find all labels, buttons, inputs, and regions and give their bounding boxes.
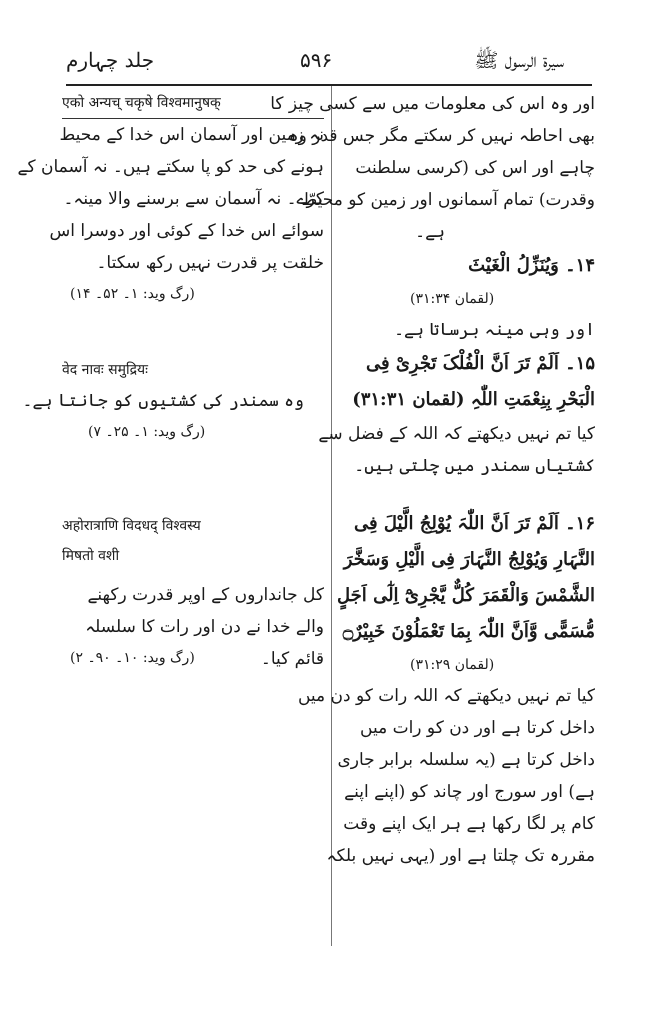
text-line: ہے۔ bbox=[415, 222, 445, 242]
text-line: والے خدا نے دن اور رات کا سلسلہ bbox=[85, 617, 324, 637]
verse-reference: (لقمان ۳۱:۲۹) bbox=[410, 657, 495, 673]
text-line: داخل کرتا ہے (یہ سلسلہ برابر جاری bbox=[337, 750, 595, 770]
text-line: کیا تم نہیں دیکھتے کہ اللہ رات کو دن میں bbox=[297, 686, 595, 706]
page-number: ۵۹۶ bbox=[300, 48, 333, 72]
running-head-volume: جلد چہارم bbox=[66, 48, 155, 72]
sanskrit-verse: एको अन्यच् चकृषे विश्वमानुषक् bbox=[62, 88, 324, 119]
running-head-book-title: سیرۃ الرسول ﷺ bbox=[474, 48, 564, 72]
text-line: کرّے۔ نہ آسمان سے برسنے والا مینہ۔ bbox=[63, 189, 324, 209]
verse-16: ۱۶۔ اَلَمْ تَرَ اَنَّ اللّٰہَ یُوْلِجُ الَّیْلَ فِی bbox=[354, 513, 595, 534]
rigveda-reference: (رگ وید: ۱۰۔ ۹۰۔ ۲) bbox=[70, 650, 195, 666]
text-line: اور وہ اس کی معلومات میں سے کسی چیز کا bbox=[270, 94, 595, 114]
text-line: مقررہ تک چلتا ہے اور (یہی نہیں بلکہ bbox=[326, 846, 595, 866]
verse-16-cont: النَّہَارِ وَیُوْلِجُ النَّہَارَ فِی الَّیْلِ وَسَخَّرَ bbox=[343, 549, 595, 570]
rigveda-reference: (رگ وید: ۱۔ ۵۲۔ ۱۴) bbox=[70, 286, 195, 302]
text-line: کل جانداروں کے اوپر قدرت رکھنے bbox=[87, 585, 324, 605]
sanskrit-verse: वेद नावः समुद्रियः bbox=[62, 362, 148, 378]
sanskrit-verse-cont: मिषतो वशी bbox=[62, 548, 120, 564]
left-column bbox=[17, 88, 324, 673]
text-line: ہونے کی حد کو پا سکتے ہیں۔ نہ آسمان کے bbox=[17, 157, 324, 177]
text-line: بھی احاطہ نہیں کر سکتے مگر جس قدر وہ bbox=[288, 126, 595, 146]
verse-14: ۱۴۔ وَیُنَزِّلُ الْغَیْثَ bbox=[468, 255, 595, 276]
text-line: ہے) اور سورج اور چاند کو (اپنے اپنے bbox=[344, 782, 595, 802]
text-line: وقدرت) تمام آسمانوں اور زمین کو محیط bbox=[301, 190, 595, 210]
text-line: چاہے اور اس کی (کرسی سلطنت bbox=[355, 158, 595, 178]
verse-reference: (لقمان ۳۱:۳۴) bbox=[410, 291, 495, 307]
text-line: خلقت پر قدرت نہیں رکھ سکتا۔ bbox=[96, 253, 324, 273]
verse-16-cont: مُّسَمًّی وَّاَنَّ اللّٰہَ بِمَا تَعْمَلُوْنَ خَبِیْرٌ۝ bbox=[342, 621, 595, 642]
text-line: وہ سمندر کی کشتیوں کو جانتا ہے۔ bbox=[22, 391, 304, 411]
text-line: قائم کیا۔ bbox=[260, 649, 324, 669]
text-line: کیا تم نہیں دیکھتے کہ اللہ کے فضل سے bbox=[318, 424, 595, 444]
text-line: کشتیاں سمندر میں چلتی ہیں۔ bbox=[354, 456, 595, 476]
text-line: اور وہی مینہ برساتا ہے۔ bbox=[394, 320, 595, 340]
sanskrit-verse: अहोरात्राणि विदधद् विश्वस्य bbox=[62, 518, 201, 534]
text-line: نہ زمین اور آسمان اس خدا کے محیط bbox=[59, 125, 324, 145]
verse-15-cont: الْبَحْرِ بِنِعْمَتِ اللّٰہِ (لقمان ۳۱:۳۱) bbox=[352, 389, 595, 410]
text-line: داخل کرتا ہے اور دن کو رات میں bbox=[360, 718, 595, 738]
rigveda-reference: (رگ وید: ۱۔ ۲۵۔ ۷) bbox=[88, 424, 206, 440]
text-line: کام پر لگا رکھا ہے ہر ایک اپنے وقت bbox=[343, 814, 595, 834]
text-line: سوائے اس خدا کے کوئی اور دوسرا اس bbox=[49, 221, 324, 241]
verse-15: ۱۵۔ اَلَمْ تَرَ اَنَّ الْفُلْکَ تَجْرِیْ فِی bbox=[365, 353, 595, 374]
header-rule bbox=[66, 84, 592, 86]
verse-16-cont: الشَّمْسَ وَالْقَمَرَ کُلٌّ یَّجْرِیْٓ اِلٰٓی اَجَلٍ bbox=[337, 585, 595, 606]
